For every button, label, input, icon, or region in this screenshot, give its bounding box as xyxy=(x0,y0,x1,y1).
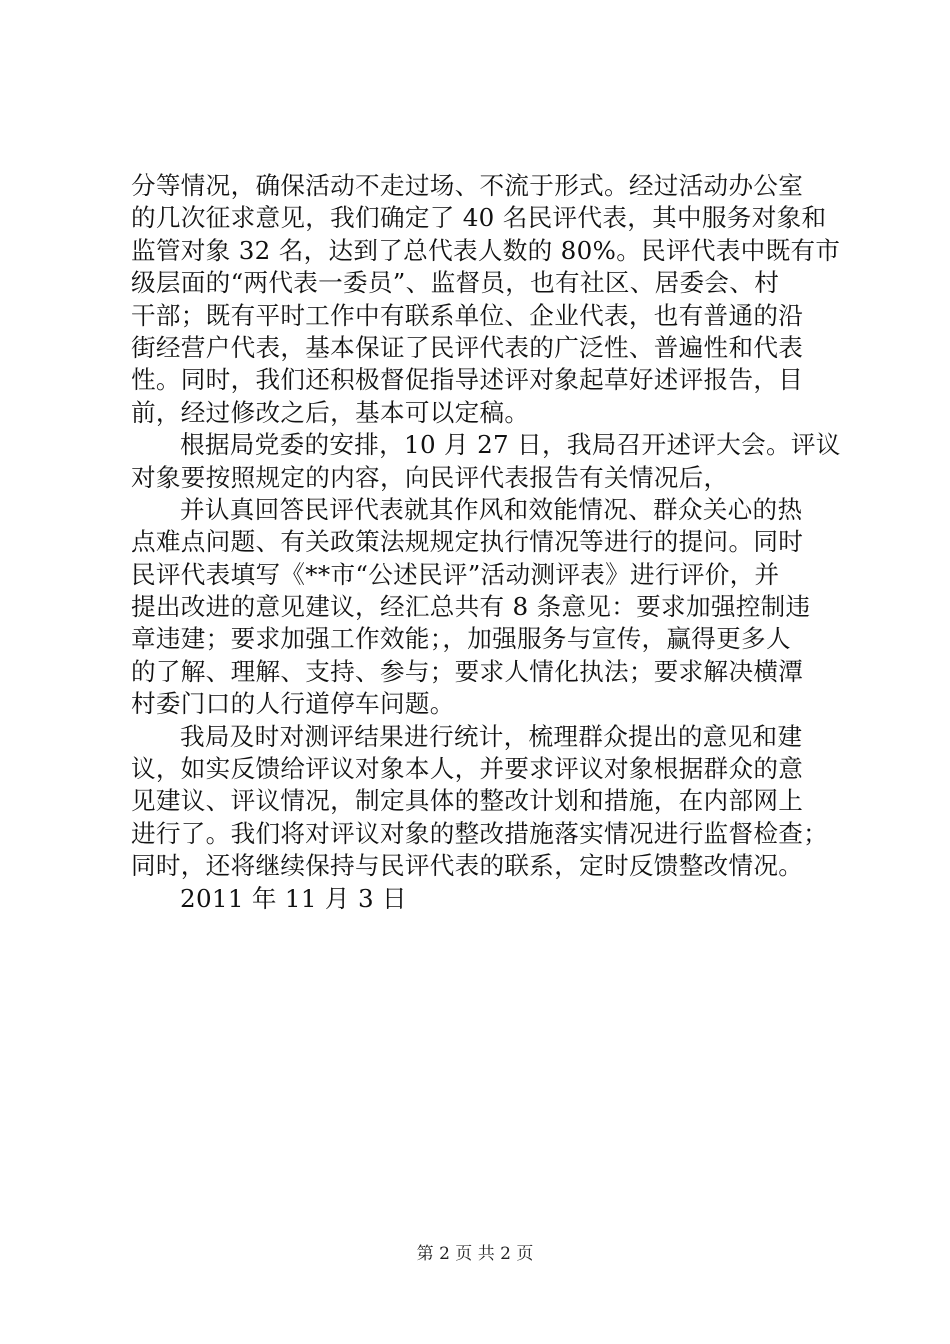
text-line: 前，经过修改之后，基本可以定稿。 xyxy=(131,397,530,427)
document-body xyxy=(131,170,841,915)
text-line: 点难点问题、有关政策法规规定执行情况等进行的提问。同时 xyxy=(131,527,804,557)
text-line: 的几次征求意见，我们确定了 40 名民评代表，其中服务对象和 xyxy=(131,203,827,233)
text-line: 章违建；要求加强工作效能；，加强服务与宣传，赢得更多人 xyxy=(131,624,791,654)
text-line: 并认真回答民评代表就其作风和效能情况、群众关心的热 xyxy=(180,494,803,524)
text-line: 根据局党委的安排，10 月 27 日，我局召开述评大会。评议 xyxy=(180,430,841,460)
text-line: 提出改进的意见建议，经汇总共有 8 条意见：要求加强控制违 xyxy=(131,592,811,622)
text-line: 对象要按照规定的内容，向民评代表报告有关情况后， xyxy=(131,462,729,492)
text-line: 街经营户代表，基本保证了民评代表的广泛性、普遍性和代表 xyxy=(131,332,804,362)
text-line: 级层面的“两代表一委员”、监督员，也有社区、居委会、村 xyxy=(131,268,780,298)
text-line: 的了解、理解、支持、参与；要求人情化执法；要求解决横潭 xyxy=(131,656,804,686)
text-line: 2011 年 11 月 3 日 xyxy=(180,883,407,913)
text-line: 同时，还将继续保持与民评代表的联系，定时反馈整改情况。 xyxy=(131,851,804,881)
text-line: 进行了。我们将对评议对象的整改措施落实情况进行监督检查； xyxy=(131,818,829,848)
page-footer: 第 2 页 共 2 页 xyxy=(416,1244,534,1264)
text-line: 见建议、评议情况，制定具体的整改计划和措施，在内部网上 xyxy=(131,786,804,816)
text-line: 性。同时，我们还积极督促指导述评对象起草好述评报告，目 xyxy=(131,365,804,395)
text-line: 村委门口的人行道停车问题。 xyxy=(131,689,455,719)
text-line: 议，如实反馈给评议对象本人，并要求评议对象根据群众的意 xyxy=(131,754,804,784)
text-line: 干部；既有平时工作中有联系单位、企业代表，也有普通的沿 xyxy=(131,300,804,330)
text-line: 我局及时对测评结果进行统计，梳理群众提出的意见和建 xyxy=(180,721,803,751)
text-line: 分等情况，确保活动不走过场、不流于形式。经过活动办公室 xyxy=(131,171,804,200)
text-line: 民评代表填写《**市“公述民评”活动测评表》进行评价，并 xyxy=(131,559,780,589)
text-line: 监管对象 32 名，达到了总代表人数的 80%。民评代表中既有市 xyxy=(131,235,841,265)
